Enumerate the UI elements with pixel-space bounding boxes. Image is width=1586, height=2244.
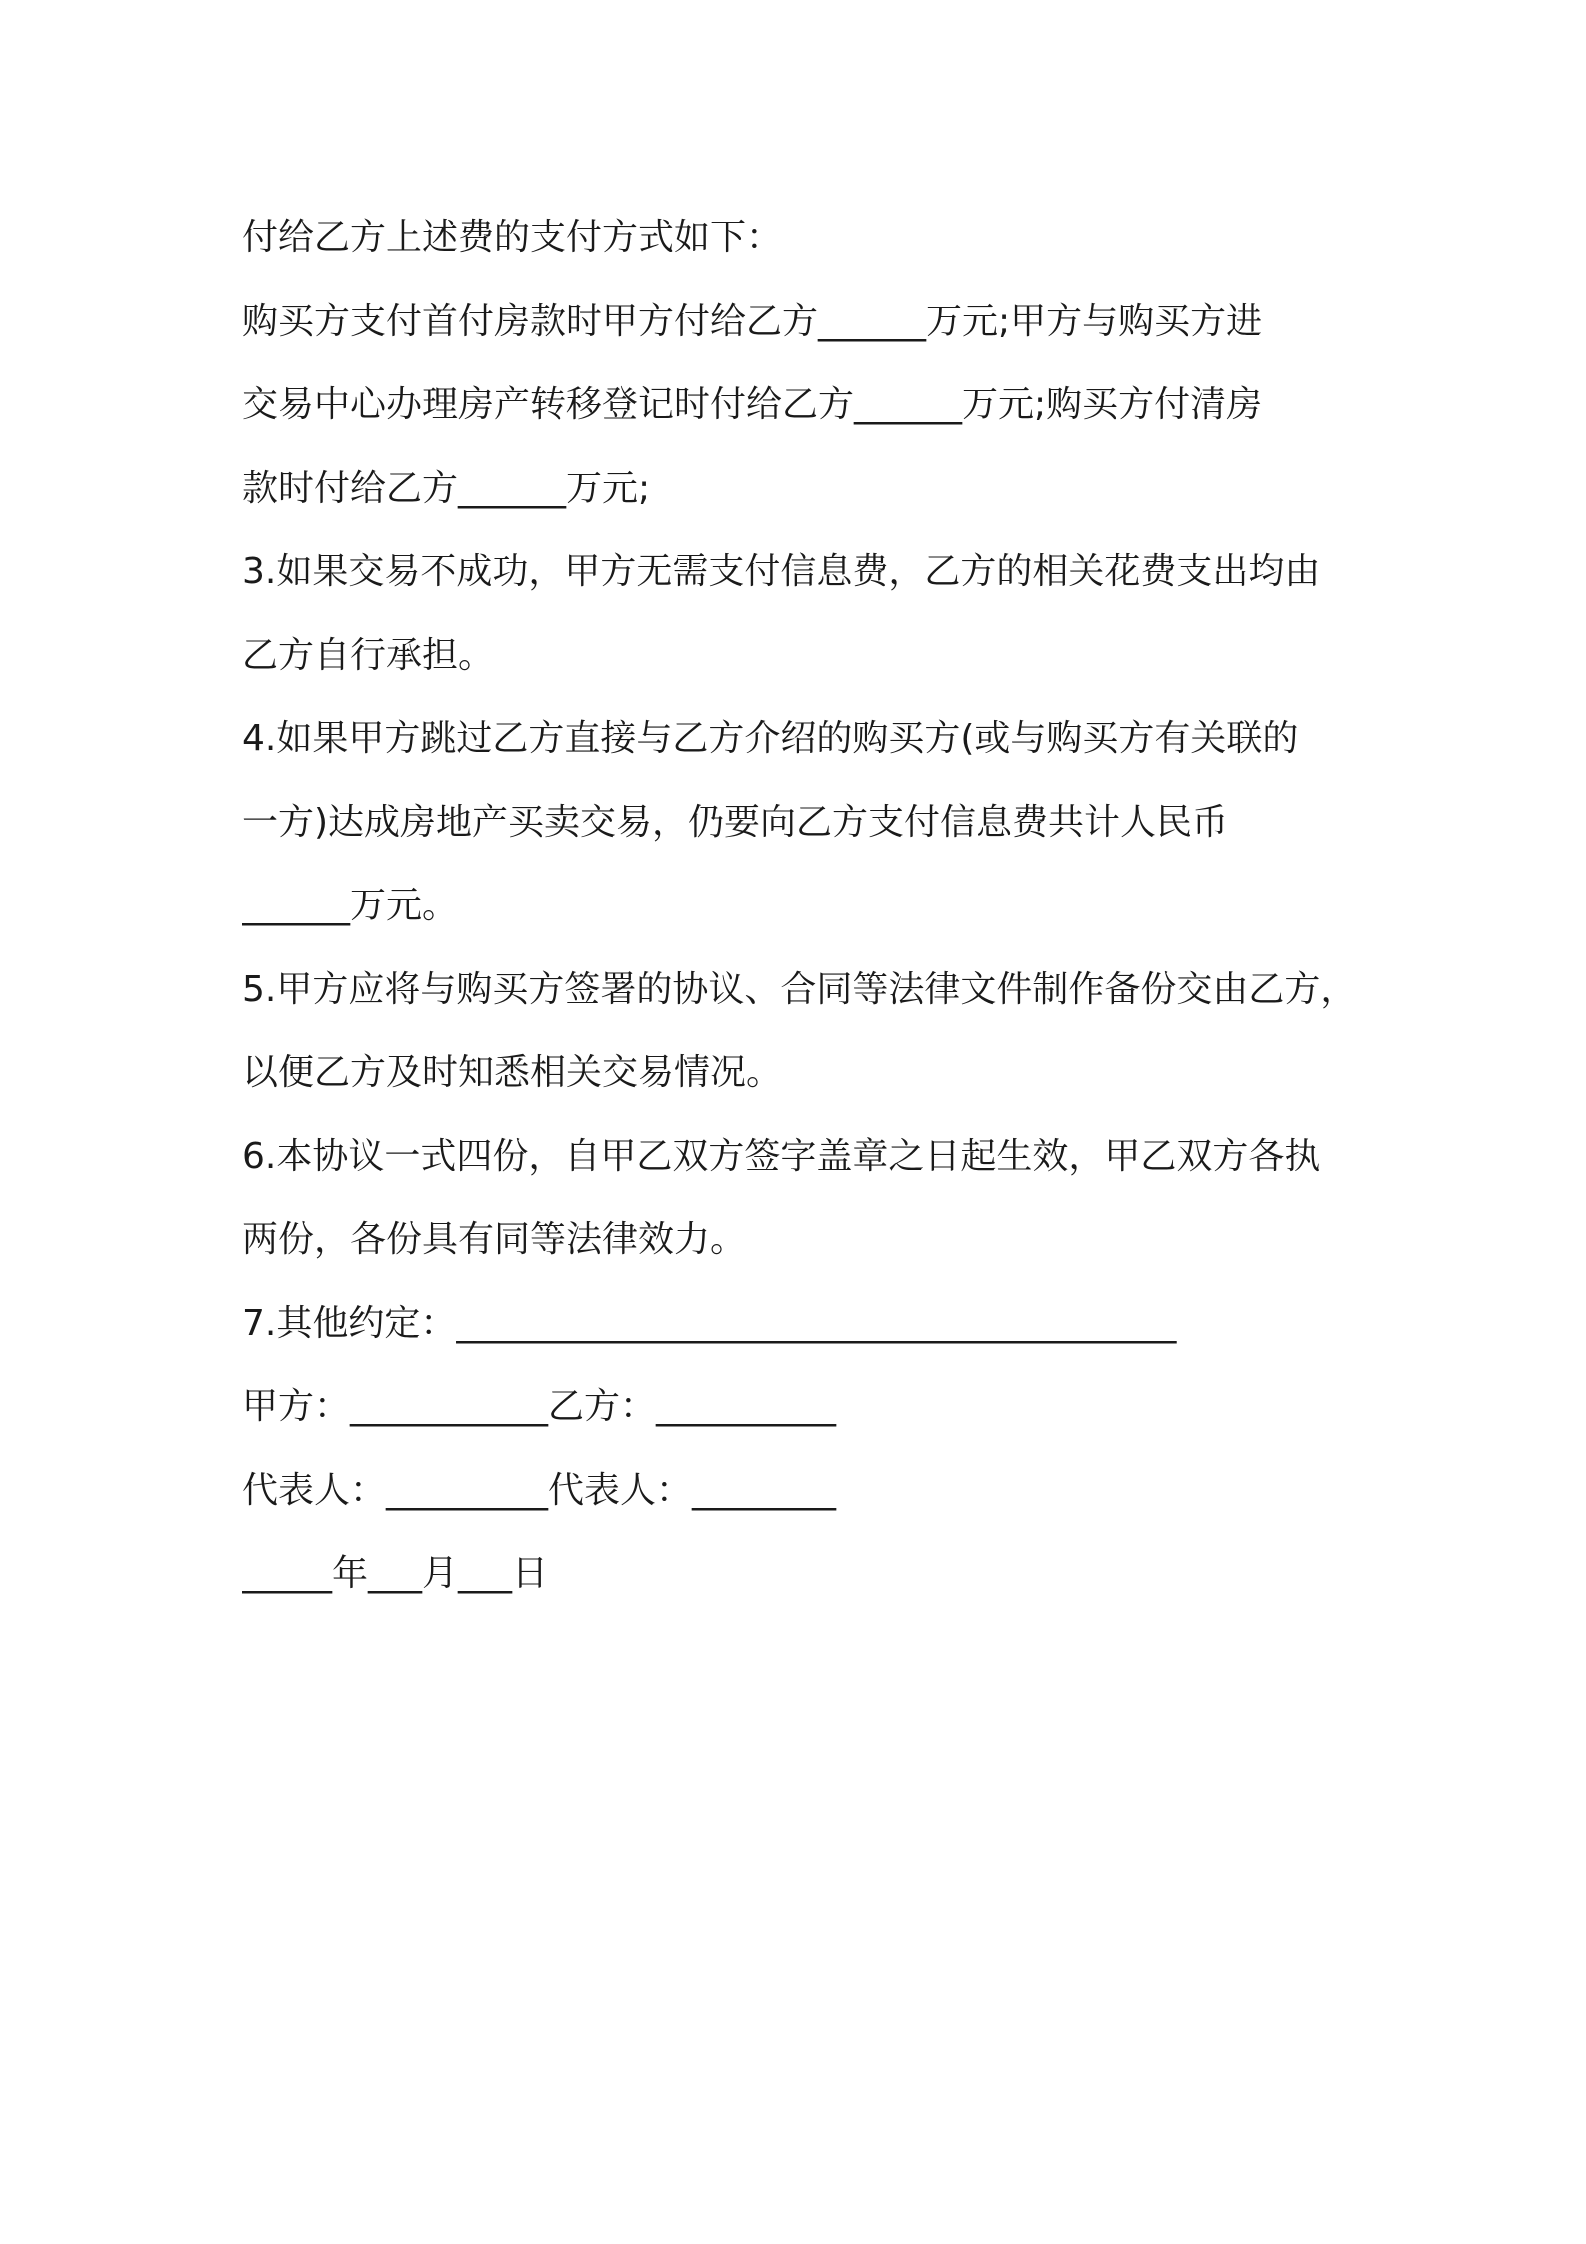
text-line-clause-4-cont: 一方)达成房地产买卖交易，仍要向乙方支付信息费共计人民币 <box>242 801 1229 843</box>
signature-parties: 甲方：___________乙方：__________ <box>242 1386 837 1427</box>
text-line-clause-6: 6.本协议一式四份，自甲乙双方签字盖章之日起生效，甲乙双方各执 <box>242 1135 1321 1177</box>
text-line-clause-4-amount: ______万元。 <box>242 885 459 926</box>
text-line-payment-1: 购买方支付首付房款时甲方付给乙方______万元;甲方与购买方进 <box>242 300 1263 342</box>
signature-date: _____年___月___日 <box>242 1553 549 1594</box>
document-body <box>242 196 1362 1616</box>
signature-representatives: 代表人：_________代表人：________ <box>242 1469 837 1511</box>
text-line-clause-3-cont: 乙方自行承担。 <box>242 634 495 676</box>
text-line-clause-5: 5.甲方应将与购买方签署的协议、合同等法律文件制作备份交由乙方， <box>242 968 1357 1010</box>
text-line-payment-3: 款时付给乙方______万元; <box>242 467 651 509</box>
text-line-clause-5-cont: 以便乙方及时知悉相关交易情况。 <box>242 1052 783 1093</box>
text-line-clause-3: 3.如果交易不成功，甲方无需支付信息费，乙方的相关花费支出均由 <box>242 551 1321 592</box>
text-line-clause-7: 7.其他约定：________________________________________ <box>242 1302 1177 1344</box>
text-line-clause-4: 4.如果甲方跳过乙方直接与乙方介绍的购买方(或与购买方有关联的 <box>242 718 1299 759</box>
text-line-clause-6-cont: 两份，各份具有同等法律效力。 <box>242 1219 747 1260</box>
text-line-payment-intro: 付给乙方上述费的支付方式如下： <box>242 217 783 258</box>
text-line-payment-2: 交易中心办理房产转移登记时付给乙方______万元;购买方付清房 <box>242 384 1263 425</box>
